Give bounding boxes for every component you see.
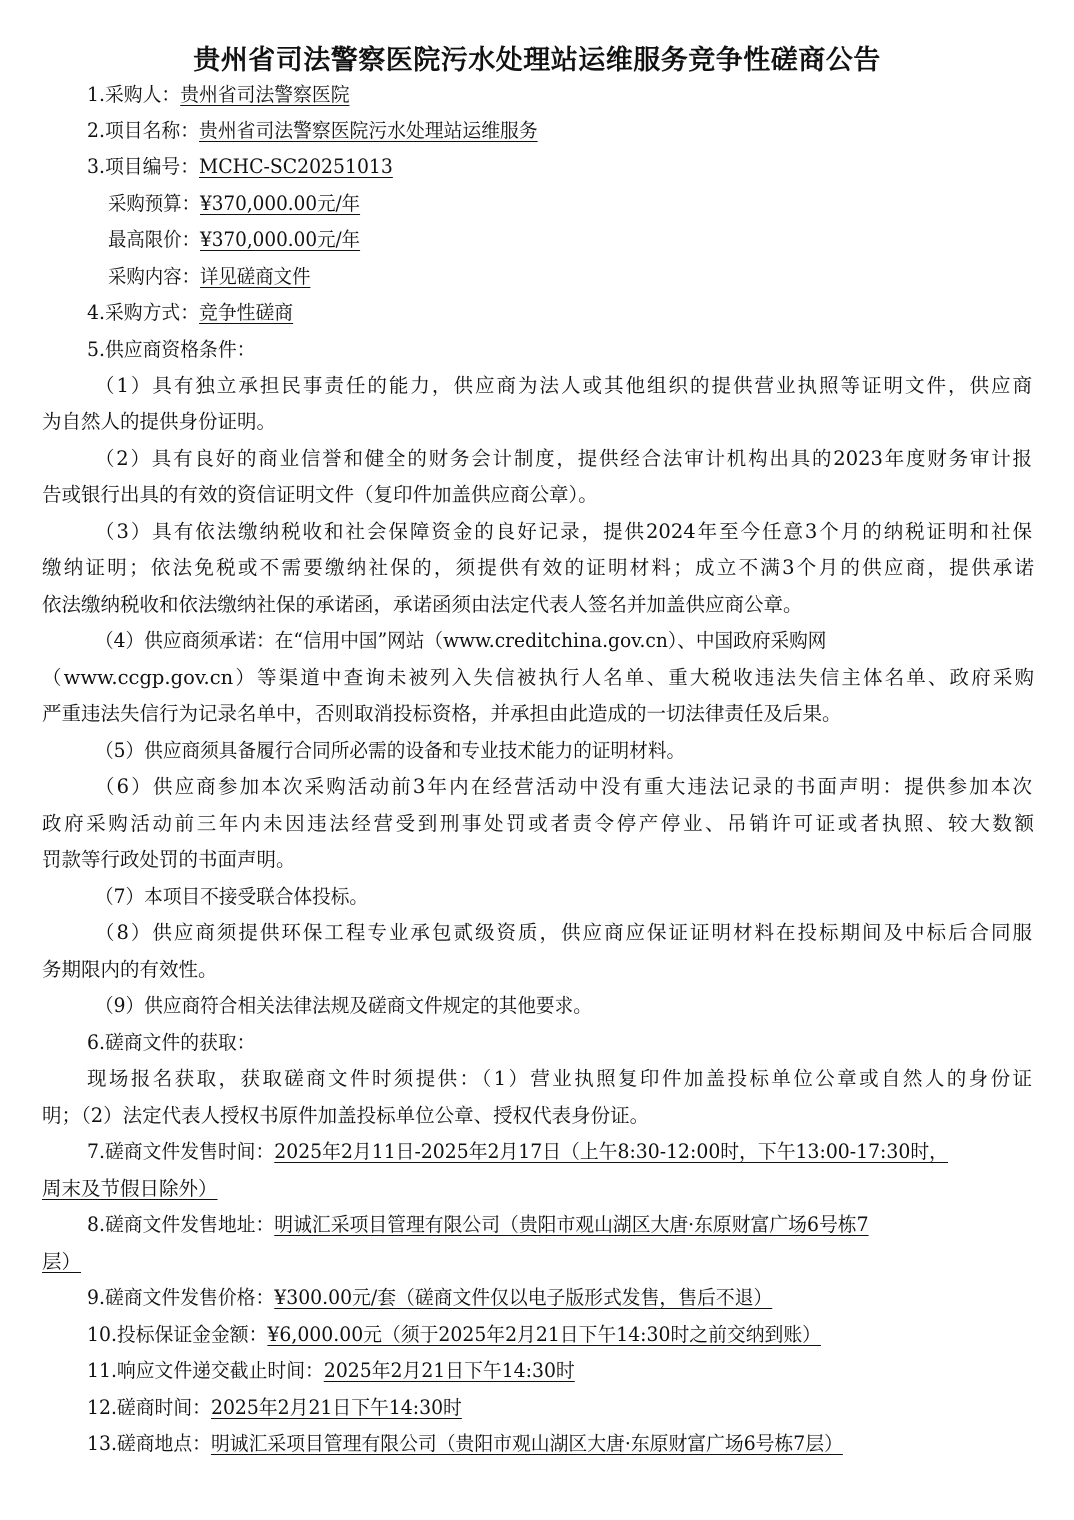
max-price-line: 最高限价：¥370,000.00元/年 [108,228,361,251]
qualification-3-line-2: 缴纳证明；依法免税或不需要缴纳社保的，须提供有效的证明材料；成立不满3个月的供应商，提供承诺 [42,556,1034,579]
purchaser-value: 贵州省司法警察医院 [180,83,350,106]
content-value: 详见磋商文件 [200,265,311,288]
deadline-line: 11.响应文件递交截止时间：2025年2月21日下午14:30时 [87,1359,575,1382]
qualification-6-line-1: （6）供应商参加本次采购活动前3年内在经营活动中没有重大违法记录的书面声明：提供参加本次 [95,775,1032,798]
qualification-6-line-3: 罚款等行政处罚的书面声明。 [42,848,296,871]
budget-value: ¥370,000.00元/年 [200,192,361,215]
project-number-line: 3.项目编号：MCHC-SC20251013 [87,155,393,178]
qualification-2-line-1: （2）具有良好的商业信誉和健全的财务会计制度，提供经合法审计机构出具的2023年度财务审计报 [95,447,1032,470]
sale-time-line: 7.磋商文件发售时间：2025年2月11日-2025年2月17日（上午8:30-12:00时，下午13:00-17:30时， [87,1140,948,1163]
method-line: 4.采购方式：竞争性磋商 [87,301,294,324]
qualification-7: （7）本项目不接受联合体投标。 [95,885,369,908]
budget-line: 采购预算：¥370,000.00元/年 [108,192,361,215]
project-name-value: 贵州省司法警察医院污水处理站运维服务 [199,119,538,142]
negotiation-place-value: 明诚汇采项目管理有限公司（贵阳市观山湖区大唐·东原财富广场6号栋7层） [210,1432,843,1455]
qualification-8-line-1: （8）供应商须提供环保工程专业承包贰级资质，供应商应保证证明材料在投标期间及中标后合同服 [95,921,1032,944]
qualification-1-line-2: 为自然人的提供身份证明。 [42,410,277,433]
sale-time-cont: 周末及节假日除外） [42,1177,218,1200]
sale-price-value: ¥300.00元/套（磋商文件仅以电子版形式发售，售后不退） [274,1286,773,1309]
qualification-1-line-1: （1）具有独立承担民事责任的能力，供应商为法人或其他组织的提供营业执照等证明文件，供应商 [95,374,1032,397]
qualifications-heading: 5.供应商资格条件： [87,338,256,361]
qualification-4-line-2: （www.ccgp.gov.cn）等渠道中查询未被列入失信被执行人名单、重大税收违法失信主体名单、政府采购 [42,666,1034,689]
negotiation-place-line: 13.磋商地点：明诚汇采项目管理有限公司（贵阳市观山湖区大唐·东原财富广场6号栋7层） [87,1432,843,1455]
qualification-3-line-1: （3）具有依法缴纳税收和社会保障资金的良好记录，提供2024年至今任意3个月的纳税证明和社保 [95,520,1032,543]
sale-time-value: 2025年2月11日-2025年2月17日（上午8:30-12:00时，下午13:00-17:30时， [274,1140,948,1163]
negotiation-time-line: 12.磋商时间：2025年2月21日下午14:30时 [87,1396,462,1419]
qualification-6-line-2: 政府采购活动前三年内未因违法经营受到刑事处罚或者责令停产停业、吊销许可证或者执照、较大数额 [42,812,1034,835]
qualification-2-line-2: 告或银行出具的有效的资信证明文件（复印件加盖供应商公章）。 [42,483,598,506]
sale-address-value: 明诚汇采项目管理有限公司（贵阳市观山湖区大唐·东原财富广场6号栋7 [274,1213,869,1236]
deadline-value: 2025年2月21日下午14:30时 [323,1359,575,1382]
qualification-4-line-1: （4）供应商须承诺：在“信用中国”网站（www.creditchina.gov.cn）、中国政府采购网 [95,629,827,652]
deposit-line: 10.投标保证金金额：¥6,000.00元（须于2025年2月21日下午14:30时之前交纳到账） [87,1323,821,1346]
method-value: 竞争性磋商 [199,301,294,324]
doc-acquire-line-1: 现场报名获取，获取磋商文件时须提供：（1）营业执照复印件加盖投标单位公章或自然人的身份证 [87,1067,1032,1090]
project-number-value: MCHC-SC20251013 [199,155,393,178]
deposit-value: ¥6,000.00元（须于2025年2月21日下午14:30时之前交纳到账） [267,1323,821,1346]
doc-acquire-line-2: 明；（2）法定代表人授权书原件加盖投标单位公章、授权代表身份证。 [42,1104,650,1127]
project-name-line: 2.项目名称：贵州省司法警察医院污水处理站运维服务 [87,119,538,142]
max-price-value: ¥370,000.00元/年 [200,228,361,251]
page-title: 贵州省司法警察医院污水处理站运维服务竞争性磋商公告 [193,45,881,76]
qualification-8-line-2: 务期限内的有效性。 [42,958,218,981]
qualification-4-line-3: 严重违法失信行为记录名单中，否则取消投标资格，并承担由此造成的一切法律责任及后果。 [42,702,842,725]
sale-address-cont: 层） [42,1250,82,1273]
qualification-3-line-3: 依法缴纳税收和依法缴纳社保的承诺函，承诺函须由法定代表人签名并加盖供应商公章。 [42,593,803,616]
negotiation-time-value: 2025年2月21日下午14:30时 [210,1396,462,1419]
doc-acquire-heading: 6.磋商文件的获取： [87,1031,256,1054]
qualification-9: （9）供应商符合相关法律法规及磋商文件规定的其他要求。 [95,994,592,1017]
purchaser-line: 1.采购人：贵州省司法警察医院 [87,83,350,106]
sale-address-line: 8.磋商文件发售地址：明诚汇采项目管理有限公司（贵阳市观山湖区大唐·东原财富广场6号栋7 [87,1213,869,1236]
content-line: 采购内容：详见磋商文件 [108,265,311,288]
qualification-5: （5）供应商须具备履行合同所必需的设备和专业技术能力的证明材料。 [95,739,686,762]
sale-price-line: 9.磋商文件发售价格：¥300.00元/套（磋商文件仅以电子版形式发售，售后不退） [87,1286,773,1309]
